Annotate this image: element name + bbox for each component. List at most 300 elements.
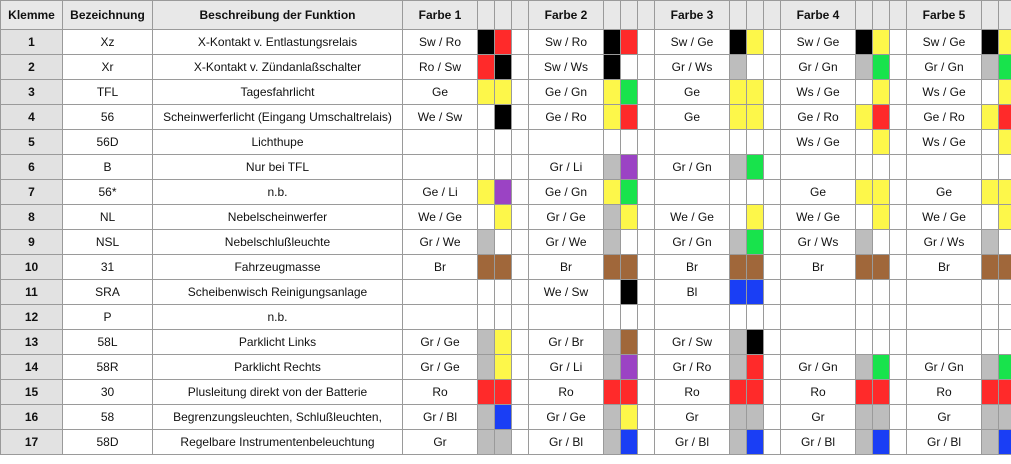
table-row bbox=[1, 55, 1011, 80]
color-swatch-1 bbox=[730, 105, 747, 130]
bezeichnung-cell: 31 bbox=[63, 255, 153, 280]
header-farbe-3: Farbe 3 bbox=[655, 1, 730, 30]
color-swatch-2 bbox=[747, 305, 764, 330]
color-swatch-1 bbox=[982, 155, 999, 180]
color-swatch-2 bbox=[999, 205, 1011, 230]
farbe-label-cell: We / Ge bbox=[403, 205, 478, 230]
color-swatch-spacer bbox=[890, 80, 907, 105]
beschreibung-cell: Scheibenwisch Reinigungsanlage bbox=[153, 280, 403, 305]
color-swatch-2 bbox=[621, 155, 638, 180]
farbe-label-cell bbox=[403, 305, 478, 330]
table-row bbox=[1, 230, 1011, 255]
table-row bbox=[1, 105, 1011, 130]
header-swatch bbox=[890, 1, 907, 30]
beschreibung-cell: Regelbare Instrumentenbeleuchtung bbox=[153, 430, 403, 455]
color-swatch-spacer bbox=[638, 30, 655, 55]
bezeichnung-cell: 56D bbox=[63, 130, 153, 155]
table-row bbox=[1, 330, 1011, 355]
color-swatch-2 bbox=[873, 155, 890, 180]
color-swatch-spacer bbox=[638, 155, 655, 180]
klemme-cell: 3 bbox=[1, 80, 63, 105]
color-swatch-spacer bbox=[764, 380, 781, 405]
color-swatch-2 bbox=[747, 55, 764, 80]
color-swatch-2 bbox=[999, 180, 1011, 205]
header-swatch bbox=[512, 1, 529, 30]
farbe-label-cell: Gr / We bbox=[403, 230, 478, 255]
farbe-label-cell: Ge / Gn bbox=[529, 180, 604, 205]
color-swatch-2 bbox=[747, 230, 764, 255]
farbe-label-cell: Sw / Ge bbox=[655, 30, 730, 55]
color-swatch-1 bbox=[604, 355, 621, 380]
color-swatch-2 bbox=[999, 380, 1011, 405]
farbe-label-cell bbox=[655, 130, 730, 155]
color-swatch-1 bbox=[982, 30, 999, 55]
color-swatch-spacer bbox=[890, 430, 907, 455]
table-row bbox=[1, 355, 1011, 380]
farbe-label-cell: Ge / Ro bbox=[781, 105, 856, 130]
farbe-label-cell: Gr / Ws bbox=[655, 55, 730, 80]
color-swatch-2 bbox=[495, 280, 512, 305]
color-swatch-2 bbox=[621, 205, 638, 230]
farbe-label-cell bbox=[655, 305, 730, 330]
color-swatch-spacer bbox=[512, 355, 529, 380]
header-bezeichnung: Bezeichnung bbox=[63, 1, 153, 30]
color-swatch-2 bbox=[495, 305, 512, 330]
color-swatch-2 bbox=[747, 205, 764, 230]
farbe-label-cell: Ws / Ge bbox=[907, 80, 982, 105]
header-swatch bbox=[856, 1, 873, 30]
color-swatch-1 bbox=[982, 255, 999, 280]
color-swatch-2 bbox=[747, 405, 764, 430]
farbe-label-cell: Ge bbox=[655, 80, 730, 105]
color-swatch-spacer bbox=[764, 330, 781, 355]
beschreibung-cell: Lichthupe bbox=[153, 130, 403, 155]
color-swatch-2 bbox=[495, 330, 512, 355]
color-swatch-spacer bbox=[638, 255, 655, 280]
color-swatch-2 bbox=[999, 280, 1011, 305]
color-swatch-1 bbox=[856, 180, 873, 205]
color-swatch-spacer bbox=[512, 30, 529, 55]
klemme-cell: 11 bbox=[1, 280, 63, 305]
color-swatch-1 bbox=[856, 430, 873, 455]
header-farbe-4: Farbe 4 bbox=[781, 1, 856, 30]
farbe-label-cell: Gr / Gn bbox=[907, 355, 982, 380]
color-swatch-1 bbox=[478, 330, 495, 355]
color-swatch-1 bbox=[982, 380, 999, 405]
color-swatch-spacer bbox=[512, 405, 529, 430]
farbe-label-cell: Sw / Ge bbox=[907, 30, 982, 55]
color-swatch-2 bbox=[873, 330, 890, 355]
color-swatch-1 bbox=[478, 55, 495, 80]
color-swatch-2 bbox=[999, 430, 1011, 455]
color-swatch-spacer bbox=[764, 130, 781, 155]
color-swatch-spacer bbox=[638, 105, 655, 130]
color-swatch-spacer bbox=[764, 255, 781, 280]
header-swatch bbox=[999, 1, 1011, 30]
farbe-label-cell: Gr / Ws bbox=[907, 230, 982, 255]
color-swatch-spacer bbox=[890, 180, 907, 205]
color-swatch-1 bbox=[478, 280, 495, 305]
klemme-cell: 16 bbox=[1, 405, 63, 430]
table-row bbox=[1, 280, 1011, 305]
klemme-cell: 8 bbox=[1, 205, 63, 230]
klemme-cell: 9 bbox=[1, 230, 63, 255]
color-swatch-2 bbox=[621, 255, 638, 280]
beschreibung-cell: Plusleitung direkt von der Batterie bbox=[153, 380, 403, 405]
farbe-label-cell: Sw / Ws bbox=[529, 55, 604, 80]
color-swatch-2 bbox=[999, 80, 1011, 105]
color-swatch-spacer bbox=[764, 230, 781, 255]
color-swatch-2 bbox=[873, 105, 890, 130]
table-row bbox=[1, 130, 1011, 155]
color-swatch-2 bbox=[621, 130, 638, 155]
color-swatch-1 bbox=[478, 380, 495, 405]
bezeichnung-cell: SRA bbox=[63, 280, 153, 305]
color-swatch-spacer bbox=[512, 130, 529, 155]
color-swatch-2 bbox=[495, 155, 512, 180]
color-swatch-2 bbox=[495, 380, 512, 405]
table-row bbox=[1, 255, 1011, 280]
farbe-label-cell: Ro bbox=[907, 380, 982, 405]
farbe-label-cell: Ge / Li bbox=[403, 180, 478, 205]
color-swatch-2 bbox=[999, 305, 1011, 330]
color-swatch-1 bbox=[856, 30, 873, 55]
color-swatch-2 bbox=[873, 30, 890, 55]
color-swatch-spacer bbox=[512, 80, 529, 105]
color-swatch-1 bbox=[982, 180, 999, 205]
color-swatch-spacer bbox=[512, 55, 529, 80]
bezeichnung-cell: Xr bbox=[63, 55, 153, 80]
beschreibung-cell: X-Kontakt v. Entlastungsrelais bbox=[153, 30, 403, 55]
color-swatch-2 bbox=[495, 430, 512, 455]
beschreibung-cell: Scheinwerferlicht (Eingang Umschaltrelais) bbox=[153, 105, 403, 130]
color-swatch-spacer bbox=[512, 330, 529, 355]
table-row bbox=[1, 380, 1011, 405]
header-farbe-5: Farbe 5 bbox=[907, 1, 982, 30]
farbe-label-cell: Gr / Ge bbox=[403, 330, 478, 355]
color-swatch-2 bbox=[873, 255, 890, 280]
color-swatch-1 bbox=[982, 80, 999, 105]
farbe-label-cell: We / Ge bbox=[907, 205, 982, 230]
color-swatch-2 bbox=[873, 205, 890, 230]
header-row bbox=[1, 1, 1011, 30]
beschreibung-cell: Nur bei TFL bbox=[153, 155, 403, 180]
farbe-label-cell: Gr / Bl bbox=[529, 430, 604, 455]
color-swatch-spacer bbox=[638, 205, 655, 230]
color-swatch-2 bbox=[621, 55, 638, 80]
color-swatch-2 bbox=[873, 405, 890, 430]
color-swatch-1 bbox=[478, 205, 495, 230]
color-swatch-1 bbox=[730, 230, 747, 255]
table-row bbox=[1, 405, 1011, 430]
farbe-label-cell: Gr / Gn bbox=[781, 355, 856, 380]
color-swatch-spacer bbox=[890, 305, 907, 330]
table-row bbox=[1, 430, 1011, 455]
farbe-label-cell: Gr / Ws bbox=[781, 230, 856, 255]
farbe-label-cell: Sw / Ge bbox=[781, 30, 856, 55]
table-body bbox=[1, 30, 1011, 455]
color-swatch-2 bbox=[495, 255, 512, 280]
farbe-label-cell: Ge bbox=[655, 105, 730, 130]
bezeichnung-cell: 58L bbox=[63, 330, 153, 355]
color-swatch-2 bbox=[747, 430, 764, 455]
beschreibung-cell: Parklicht Rechts bbox=[153, 355, 403, 380]
table-row bbox=[1, 180, 1011, 205]
color-swatch-2 bbox=[747, 330, 764, 355]
bezeichnung-cell: B bbox=[63, 155, 153, 180]
farbe-label-cell: Br bbox=[781, 255, 856, 280]
color-swatch-2 bbox=[621, 30, 638, 55]
farbe-label-cell: Gr / Bl bbox=[781, 430, 856, 455]
color-swatch-spacer bbox=[638, 130, 655, 155]
header-swatch bbox=[638, 1, 655, 30]
color-swatch-spacer bbox=[890, 330, 907, 355]
color-swatch-1 bbox=[604, 105, 621, 130]
color-swatch-1 bbox=[730, 280, 747, 305]
farbe-label-cell: Br bbox=[529, 255, 604, 280]
farbe-label-cell: Gr / Ro bbox=[655, 355, 730, 380]
color-swatch-spacer bbox=[890, 230, 907, 255]
farbe-label-cell: Gr / Sw bbox=[655, 330, 730, 355]
farbe-label-cell: Ge / Ro bbox=[529, 105, 604, 130]
color-swatch-2 bbox=[999, 255, 1011, 280]
color-swatch-1 bbox=[856, 380, 873, 405]
color-swatch-spacer bbox=[638, 380, 655, 405]
color-swatch-spacer bbox=[764, 280, 781, 305]
color-swatch-1 bbox=[604, 380, 621, 405]
farbe-label-cell bbox=[529, 305, 604, 330]
table-row bbox=[1, 155, 1011, 180]
farbe-label-cell: Gr / Li bbox=[529, 155, 604, 180]
bezeichnung-cell: P bbox=[63, 305, 153, 330]
farbe-label-cell bbox=[781, 280, 856, 305]
header-swatch bbox=[478, 1, 495, 30]
color-swatch-1 bbox=[856, 55, 873, 80]
color-swatch-1 bbox=[478, 430, 495, 455]
color-swatch-1 bbox=[604, 305, 621, 330]
table-row bbox=[1, 305, 1011, 330]
header-swatch bbox=[604, 1, 621, 30]
farbe-label-cell: Ws / Ge bbox=[781, 80, 856, 105]
color-swatch-1 bbox=[730, 380, 747, 405]
farbe-label-cell: Gr / Bl bbox=[907, 430, 982, 455]
color-swatch-1 bbox=[478, 30, 495, 55]
color-swatch-1 bbox=[856, 355, 873, 380]
color-swatch-spacer bbox=[512, 305, 529, 330]
farbe-label-cell: Gr / Ge bbox=[529, 205, 604, 230]
color-swatch-1 bbox=[730, 405, 747, 430]
farbe-label-cell: Gr / Gn bbox=[655, 155, 730, 180]
header-swatch bbox=[873, 1, 890, 30]
color-swatch-spacer bbox=[764, 405, 781, 430]
color-swatch-1 bbox=[478, 305, 495, 330]
color-swatch-spacer bbox=[764, 180, 781, 205]
color-swatch-1 bbox=[478, 355, 495, 380]
color-swatch-2 bbox=[999, 55, 1011, 80]
color-swatch-1 bbox=[730, 430, 747, 455]
color-swatch-spacer bbox=[512, 380, 529, 405]
farbe-label-cell: Gr bbox=[655, 405, 730, 430]
color-swatch-spacer bbox=[512, 280, 529, 305]
color-swatch-1 bbox=[478, 130, 495, 155]
color-swatch-1 bbox=[982, 230, 999, 255]
color-swatch-spacer bbox=[512, 255, 529, 280]
color-swatch-1 bbox=[478, 105, 495, 130]
color-swatch-spacer bbox=[764, 430, 781, 455]
color-swatch-1 bbox=[730, 330, 747, 355]
color-swatch-2 bbox=[873, 280, 890, 305]
color-swatch-spacer bbox=[890, 405, 907, 430]
color-swatch-spacer bbox=[512, 430, 529, 455]
farbe-label-cell: Gr / Bl bbox=[403, 405, 478, 430]
color-swatch-spacer bbox=[764, 30, 781, 55]
color-swatch-1 bbox=[856, 280, 873, 305]
color-swatch-2 bbox=[621, 355, 638, 380]
color-swatch-2 bbox=[621, 180, 638, 205]
beschreibung-cell: Tagesfahrlicht bbox=[153, 80, 403, 105]
farbe-label-cell: Gr / Li bbox=[529, 355, 604, 380]
color-swatch-spacer bbox=[638, 355, 655, 380]
farbe-label-cell: Br bbox=[403, 255, 478, 280]
color-swatch-2 bbox=[747, 155, 764, 180]
farbe-label-cell: Ro bbox=[529, 380, 604, 405]
color-swatch-spacer bbox=[764, 80, 781, 105]
color-swatch-2 bbox=[747, 180, 764, 205]
farbe-label-cell bbox=[529, 130, 604, 155]
color-swatch-1 bbox=[604, 155, 621, 180]
color-swatch-2 bbox=[999, 330, 1011, 355]
beschreibung-cell: Begrenzungsleuchten, Schlußleuchten, bbox=[153, 405, 403, 430]
color-swatch-2 bbox=[873, 180, 890, 205]
farbe-label-cell bbox=[781, 305, 856, 330]
klemme-cell: 6 bbox=[1, 155, 63, 180]
color-swatch-1 bbox=[856, 80, 873, 105]
color-swatch-1 bbox=[982, 205, 999, 230]
color-swatch-1 bbox=[730, 205, 747, 230]
klemme-cell: 10 bbox=[1, 255, 63, 280]
bezeichnung-cell: 56* bbox=[63, 180, 153, 205]
color-swatch-1 bbox=[478, 405, 495, 430]
color-swatch-1 bbox=[982, 305, 999, 330]
color-swatch-1 bbox=[478, 80, 495, 105]
color-swatch-1 bbox=[730, 130, 747, 155]
color-swatch-spacer bbox=[764, 205, 781, 230]
header-swatch bbox=[747, 1, 764, 30]
color-swatch-1 bbox=[730, 30, 747, 55]
beschreibung-cell: Fahrzeugmasse bbox=[153, 255, 403, 280]
color-swatch-spacer bbox=[638, 80, 655, 105]
bezeichnung-cell: NSL bbox=[63, 230, 153, 255]
color-swatch-1 bbox=[604, 130, 621, 155]
farbe-label-cell: Ro bbox=[655, 380, 730, 405]
farbe-label-cell: Ws / Ge bbox=[781, 130, 856, 155]
color-swatch-1 bbox=[856, 255, 873, 280]
klemme-cell: 1 bbox=[1, 30, 63, 55]
farbe-label-cell bbox=[781, 155, 856, 180]
color-swatch-1 bbox=[856, 205, 873, 230]
color-swatch-2 bbox=[621, 105, 638, 130]
color-swatch-spacer bbox=[764, 55, 781, 80]
farbe-label-cell: Sw / Ro bbox=[403, 30, 478, 55]
color-swatch-1 bbox=[982, 405, 999, 430]
color-swatch-2 bbox=[747, 130, 764, 155]
color-swatch-2 bbox=[999, 230, 1011, 255]
klemme-cell: 7 bbox=[1, 180, 63, 205]
color-swatch-2 bbox=[495, 230, 512, 255]
color-swatch-spacer bbox=[890, 130, 907, 155]
color-swatch-2 bbox=[999, 355, 1011, 380]
color-swatch-2 bbox=[621, 380, 638, 405]
header-swatch bbox=[495, 1, 512, 30]
color-swatch-1 bbox=[982, 130, 999, 155]
color-swatch-2 bbox=[999, 155, 1011, 180]
farbe-label-cell bbox=[907, 155, 982, 180]
klemme-cell: 13 bbox=[1, 330, 63, 355]
color-swatch-2 bbox=[873, 80, 890, 105]
color-swatch-2 bbox=[621, 330, 638, 355]
color-swatch-1 bbox=[982, 430, 999, 455]
color-swatch-1 bbox=[730, 155, 747, 180]
color-swatch-1 bbox=[856, 330, 873, 355]
color-swatch-1 bbox=[604, 230, 621, 255]
color-swatch-2 bbox=[873, 305, 890, 330]
color-swatch-2 bbox=[999, 130, 1011, 155]
color-swatch-2 bbox=[747, 380, 764, 405]
header-swatch bbox=[982, 1, 999, 30]
bezeichnung-cell: Xz bbox=[63, 30, 153, 55]
color-swatch-2 bbox=[495, 105, 512, 130]
farbe-label-cell bbox=[403, 155, 478, 180]
bezeichnung-cell: 56 bbox=[63, 105, 153, 130]
color-swatch-2 bbox=[747, 30, 764, 55]
farbe-label-cell bbox=[907, 280, 982, 305]
farbe-label-cell: Ge bbox=[403, 80, 478, 105]
color-swatch-spacer bbox=[638, 180, 655, 205]
color-swatch-spacer bbox=[638, 405, 655, 430]
color-swatch-spacer bbox=[638, 230, 655, 255]
farbe-label-cell: Ro bbox=[781, 380, 856, 405]
color-swatch-1 bbox=[604, 180, 621, 205]
color-swatch-1 bbox=[604, 30, 621, 55]
color-swatch-spacer bbox=[638, 280, 655, 305]
klemme-cell: 15 bbox=[1, 380, 63, 405]
color-swatch-1 bbox=[730, 255, 747, 280]
color-swatch-2 bbox=[999, 105, 1011, 130]
color-swatch-1 bbox=[604, 280, 621, 305]
color-swatch-1 bbox=[982, 280, 999, 305]
klemme-cell: 5 bbox=[1, 130, 63, 155]
beschreibung-cell: Nebelschlußleuchte bbox=[153, 230, 403, 255]
header-farbe-1: Farbe 1 bbox=[403, 1, 478, 30]
color-swatch-2 bbox=[873, 55, 890, 80]
farbe-label-cell: Br bbox=[655, 255, 730, 280]
color-swatch-1 bbox=[982, 330, 999, 355]
color-swatch-2 bbox=[747, 280, 764, 305]
farbe-label-cell: We / Ge bbox=[655, 205, 730, 230]
color-swatch-2 bbox=[747, 355, 764, 380]
color-swatch-2 bbox=[495, 80, 512, 105]
color-swatch-1 bbox=[604, 430, 621, 455]
farbe-label-cell bbox=[907, 330, 982, 355]
color-swatch-2 bbox=[495, 205, 512, 230]
color-swatch-spacer bbox=[890, 380, 907, 405]
bezeichnung-cell: NL bbox=[63, 205, 153, 230]
color-swatch-2 bbox=[621, 430, 638, 455]
color-swatch-2 bbox=[999, 405, 1011, 430]
color-swatch-1 bbox=[730, 305, 747, 330]
bezeichnung-cell: 58D bbox=[63, 430, 153, 455]
farbe-label-cell bbox=[907, 305, 982, 330]
